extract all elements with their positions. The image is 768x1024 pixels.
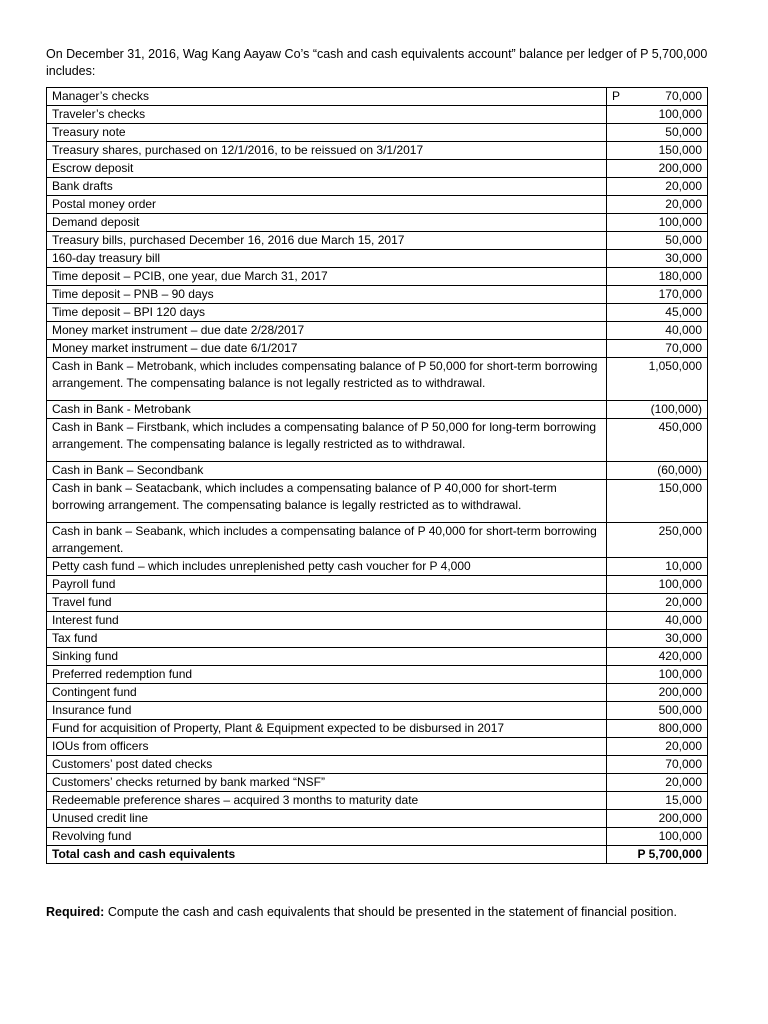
ledger-table: [46, 87, 708, 864]
row-amount: [607, 286, 708, 304]
row-amount: [607, 196, 708, 214]
row-amount: [607, 214, 708, 232]
row-amount: [607, 419, 708, 462]
row-amount: [607, 178, 708, 196]
row-amount: [607, 792, 708, 810]
row-description: Customers’ post dated checks: [47, 756, 607, 774]
table-row: [47, 523, 708, 558]
row-amount: [607, 630, 708, 648]
row-description: Bank drafts: [47, 178, 607, 196]
amount-value: 100,000: [658, 829, 702, 843]
row-description: Manager’s checks: [47, 88, 607, 106]
amount-value: 250,000: [658, 524, 702, 538]
row-description: Cash in Bank – Metrobank, which includes compensating balance of P 50,000 for short-term borrowing arrangement. The compensating balance is not legally restricted as to withdrawal.: [47, 358, 607, 401]
row-description: Revolving fund: [47, 828, 607, 846]
row-description: Postal money order: [47, 196, 607, 214]
amount-value: 40,000: [665, 323, 702, 337]
amount-value: 1,050,000: [648, 359, 702, 373]
row-description: Treasury bills, purchased December 16, 2016 due March 15, 2017: [47, 232, 607, 250]
amount-value: 200,000: [658, 161, 702, 175]
row-description: Unused credit line: [47, 810, 607, 828]
amount-value: 100,000: [658, 577, 702, 591]
row-amount: [607, 738, 708, 756]
table-row: [47, 576, 708, 594]
row-description: Cash in Bank - Metrobank: [47, 401, 607, 419]
amount-value: 40,000: [665, 613, 702, 627]
row-description: Interest fund: [47, 612, 607, 630]
table-row: [47, 160, 708, 178]
table-row: [47, 558, 708, 576]
total-row: [47, 846, 708, 864]
row-description: Insurance fund: [47, 702, 607, 720]
table-row: [47, 419, 708, 462]
row-description: Time deposit – PNB – 90 days: [47, 286, 607, 304]
table-row: [47, 810, 708, 828]
row-amount: [607, 720, 708, 738]
amount-value: 800,000: [658, 721, 702, 735]
table-row: [47, 196, 708, 214]
amount-value: 200,000: [658, 685, 702, 699]
row-amount: [607, 612, 708, 630]
amount-value: 450,000: [658, 420, 702, 434]
row-description: Treasury note: [47, 124, 607, 142]
row-description: Fund for acquisition of Property, Plant & Equipment expected to be disbursed in 2017: [47, 720, 607, 738]
row-amount: [607, 340, 708, 358]
amount-value: (60,000): [657, 463, 702, 477]
intro-paragraph: On December 31, 2016, Wag Kang Aayaw Co’s “cash and cash equivalents account” balance per ledger of P 5,700,000 includes:: [46, 47, 708, 78]
amount-value: 20,000: [665, 197, 702, 211]
amount-value: 500,000: [658, 703, 702, 717]
row-amount: [607, 648, 708, 666]
table-row: [47, 756, 708, 774]
row-description: Cash in Bank – Secondbank: [47, 462, 607, 480]
row-description: Redeemable preference shares – acquired 3 months to maturity date: [47, 792, 607, 810]
amount-value: 50,000: [665, 125, 702, 139]
amount-value: 100,000: [658, 667, 702, 681]
row-amount: [607, 358, 708, 401]
amount-value: 20,000: [665, 179, 702, 193]
amount-value: 150,000: [658, 481, 702, 495]
table-row: [47, 738, 708, 756]
table-row: [47, 666, 708, 684]
table-row: [47, 232, 708, 250]
required-paragraph: [46, 904, 722, 921]
row-amount: [607, 523, 708, 558]
amount-value: 20,000: [665, 739, 702, 753]
amount-value: 70,000: [665, 89, 702, 103]
table-row: [47, 792, 708, 810]
row-amount: [607, 756, 708, 774]
amount-value: 10,000: [665, 559, 702, 573]
table-row: [47, 648, 708, 666]
amount-value: 20,000: [665, 595, 702, 609]
row-description: Time deposit – PCIB, one year, due March 31, 2017: [47, 268, 607, 286]
row-amount: [607, 401, 708, 419]
row-amount: [607, 322, 708, 340]
row-description: Tax fund: [47, 630, 607, 648]
amount-value: 20,000: [665, 775, 702, 789]
table-row: [47, 774, 708, 792]
table-row: [47, 684, 708, 702]
row-amount: [607, 250, 708, 268]
row-description: IOUs from officers: [47, 738, 607, 756]
row-amount: [607, 594, 708, 612]
amount-value: 170,000: [658, 287, 702, 301]
amount-value: 45,000: [665, 305, 702, 319]
amount-value: 150,000: [658, 143, 702, 157]
row-description: Sinking fund: [47, 648, 607, 666]
row-amount: [607, 124, 708, 142]
row-description: Demand deposit: [47, 214, 607, 232]
table-row: [47, 630, 708, 648]
table-row: [47, 480, 708, 523]
amount-value: 50,000: [665, 233, 702, 247]
row-description: Traveler’s checks: [47, 106, 607, 124]
row-amount: [607, 810, 708, 828]
row-amount: [607, 142, 708, 160]
required-text: Compute the cash and cash equivalents that should be presented in the statement of financial position.: [104, 905, 677, 919]
row-amount: [607, 774, 708, 792]
table-row: [47, 340, 708, 358]
table-row: [47, 106, 708, 124]
row-description: Preferred redemption fund: [47, 666, 607, 684]
amount-value: 200,000: [658, 811, 702, 825]
row-description: Payroll fund: [47, 576, 607, 594]
row-amount: [607, 106, 708, 124]
table-row: [47, 304, 708, 322]
amount-value: 180,000: [658, 269, 702, 283]
table-row: [47, 612, 708, 630]
row-description: Customers’ checks returned by bank marked “NSF”: [47, 774, 607, 792]
row-amount: [607, 304, 708, 322]
row-description: Money market instrument – due date 2/28/2017: [47, 322, 607, 340]
table-row: [47, 322, 708, 340]
row-amount: [607, 232, 708, 250]
amount-value: 420,000: [658, 649, 702, 663]
row-description: Petty cash fund – which includes unreplenished petty cash voucher for P 4,000: [47, 558, 607, 576]
row-description: Contingent fund: [47, 684, 607, 702]
amount-value: 70,000: [665, 757, 702, 771]
currency-symbol: P: [612, 89, 621, 103]
total-label: Total cash and cash equivalents: [47, 846, 607, 864]
amount-value: 100,000: [658, 107, 702, 121]
table-row: [47, 178, 708, 196]
amount-value: 30,000: [665, 251, 702, 265]
row-amount: [607, 684, 708, 702]
row-description: Cash in bank – Seabank, which includes a compensating balance of P 40,000 for short-term borrowing arrangement.: [47, 523, 607, 558]
row-description: 160-day treasury bill: [47, 250, 607, 268]
table-row: [47, 702, 708, 720]
amount-value: 70,000: [665, 341, 702, 355]
row-amount: [607, 480, 708, 523]
row-amount: [607, 462, 708, 480]
table-row: [47, 124, 708, 142]
amount-value: 15,000: [665, 793, 702, 807]
row-description: Cash in Bank – Firstbank, which includes a compensating balance of P 50,000 for long-term borrowing arrangement. The compensating balance is legally restricted as to withdrawal.: [47, 419, 607, 462]
row-amount: [607, 702, 708, 720]
row-description: Time deposit – BPI 120 days: [47, 304, 607, 322]
amount-value: (100,000): [650, 402, 702, 416]
amount-value: 30,000: [665, 631, 702, 645]
row-description: Escrow deposit: [47, 160, 607, 178]
table-row: [47, 286, 708, 304]
table-row: [47, 142, 708, 160]
required-label: Required:: [46, 905, 105, 919]
table-row: [47, 401, 708, 419]
row-amount: [607, 160, 708, 178]
table-row: [47, 88, 708, 106]
amount-value: 100,000: [658, 215, 702, 229]
total-amount: P 5,700,000: [607, 846, 708, 864]
row-description: Money market instrument – due date 6/1/2017: [47, 340, 607, 358]
table-row: [47, 720, 708, 738]
table-row: [47, 250, 708, 268]
row-description: Cash in bank – Seatacbank, which includes a compensating balance of P 40,000 for short-term borrowing arrangement. The compensating balance is legally restricted as to withdrawal.: [47, 480, 607, 523]
row-amount: [607, 828, 708, 846]
table-row: [47, 214, 708, 232]
table-row: [47, 268, 708, 286]
row-description: Travel fund: [47, 594, 607, 612]
row-amount: [607, 558, 708, 576]
table-row: [47, 358, 708, 401]
table-row: [47, 462, 708, 480]
row-amount: [607, 576, 708, 594]
row-amount: [607, 268, 708, 286]
table-row: [47, 594, 708, 612]
row-amount: [607, 666, 708, 684]
row-description: Treasury shares, purchased on 12/1/2016, to be reissued on 3/1/2017: [47, 142, 607, 160]
ledger-body: [47, 88, 708, 864]
table-row: [47, 828, 708, 846]
row-amount: [607, 88, 708, 106]
